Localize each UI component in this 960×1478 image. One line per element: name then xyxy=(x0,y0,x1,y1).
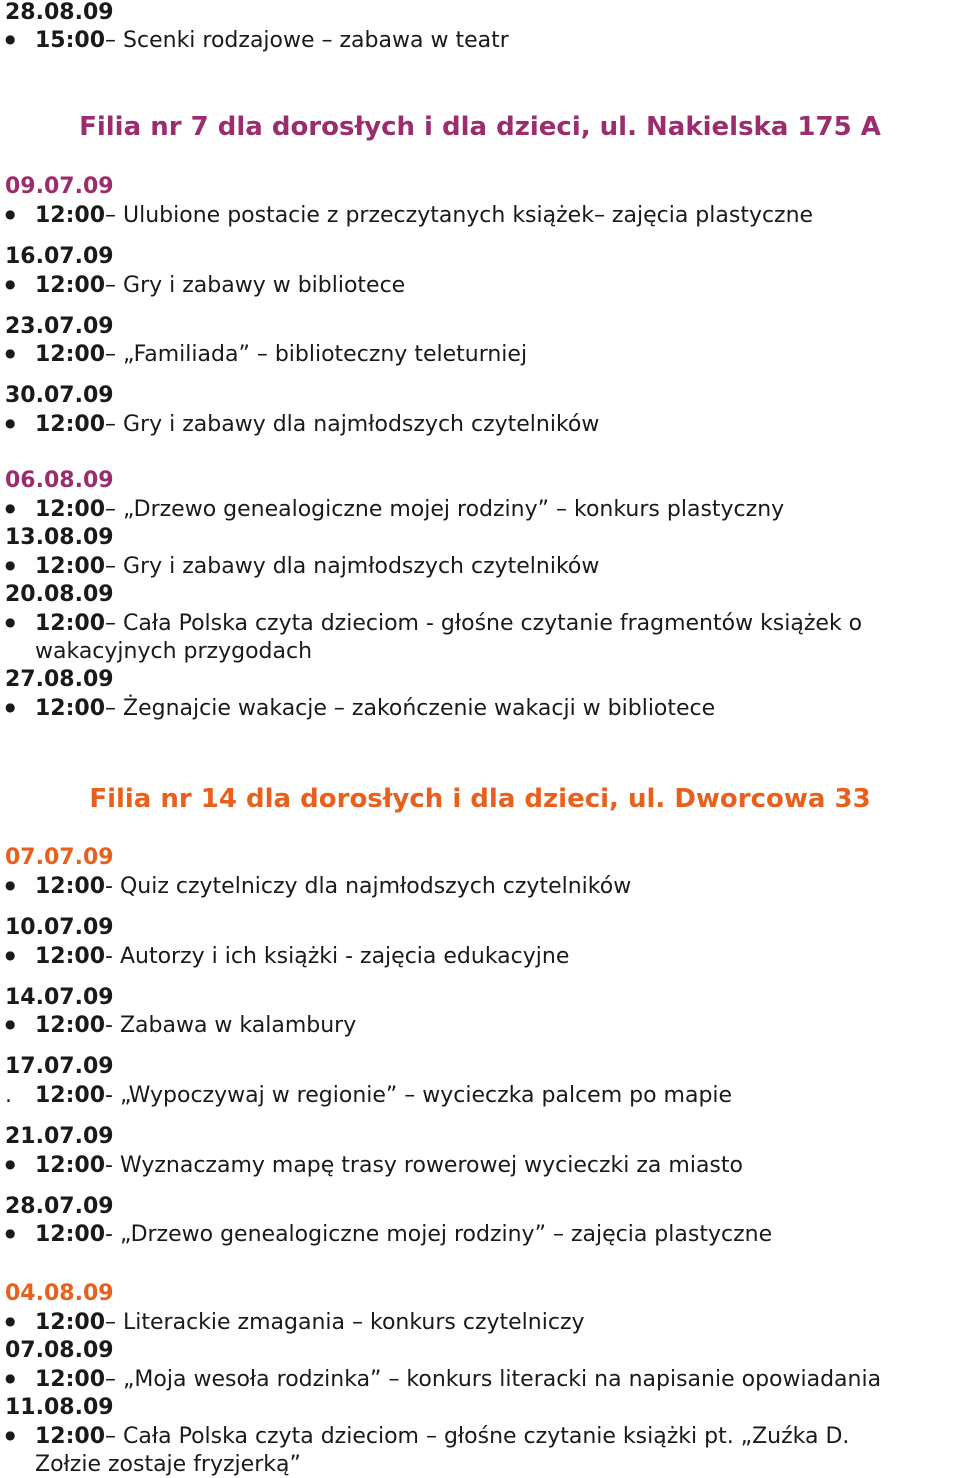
event-time: 12:00 xyxy=(35,1013,106,1038)
event-time: 12:00 xyxy=(35,874,106,899)
date-label: 13.08.09 xyxy=(5,525,114,550)
event-item xyxy=(0,613,862,635)
bullet-icon: ● xyxy=(5,878,16,892)
bullet-icon: ● xyxy=(5,1371,16,1385)
event-item xyxy=(0,275,405,297)
event-item xyxy=(0,205,813,227)
event-text-continuation: wakacyjnych przygodach xyxy=(35,639,313,664)
event-time: 12:00 xyxy=(35,554,106,579)
date-label: 27.08.09 xyxy=(5,667,114,692)
date-label: 04.08.09 xyxy=(5,1281,114,1306)
event-text: - Wyznaczamy mapę trasy rowerowej wycieczki za miasto xyxy=(105,1153,743,1178)
bullet-icon: ● xyxy=(5,207,16,221)
event-item xyxy=(0,698,715,720)
event-text: - „Drzewo genealogiczne mojej rodziny” – zajęcia plastyczne xyxy=(105,1222,773,1247)
date-label: 23.07.09 xyxy=(5,314,114,339)
event-text: – Cała Polska czyta dzieciom – głośne czytanie książki pt. „Zuźka D. xyxy=(105,1424,850,1449)
bullet-icon: ● xyxy=(5,948,16,962)
date-label: 14.07.09 xyxy=(5,985,114,1010)
bullet-icon: ● xyxy=(5,1226,16,1240)
event-text: – Gry i zabawy dla najmłodszych czytelników xyxy=(105,554,600,579)
bullet-icon: ● xyxy=(5,277,16,291)
event-item xyxy=(0,556,599,578)
event-time: 12:00 xyxy=(35,696,106,721)
event-time: 12:00 xyxy=(35,1222,106,1247)
date-label: 09.07.09 xyxy=(5,174,114,199)
date-label: 07.08.09 xyxy=(5,1338,114,1363)
event-text: – „Familiada” – biblioteczny teleturniej xyxy=(105,342,528,367)
event-item xyxy=(0,1224,772,1246)
bullet-icon: ● xyxy=(5,700,16,714)
bullet-icon: ● xyxy=(5,346,16,360)
event-time: 12:00 xyxy=(35,1310,106,1335)
event-time: 12:00 xyxy=(35,497,106,522)
event-item xyxy=(0,1085,732,1107)
event-text: – Żegnajcie wakacje – zakończenie wakacji w bibliotece xyxy=(105,696,716,721)
event-text: - Zabawa w kalambury xyxy=(105,1013,357,1038)
date-label: 06.08.09 xyxy=(5,468,114,493)
event-time: 12:00 xyxy=(35,611,106,636)
bullet-icon: ● xyxy=(5,501,16,515)
event-text: – Cała Polska czyta dzieciom - głośne czytanie fragmentów książek o xyxy=(105,611,863,636)
event-item xyxy=(0,1369,881,1391)
bullet-icon: ● xyxy=(5,416,16,430)
event-time: 12:00 xyxy=(35,342,106,367)
date-label: 07.07.09 xyxy=(5,845,114,870)
bullet-icon: ● xyxy=(5,558,16,572)
bullet-icon: ● xyxy=(5,32,16,46)
date-label: 10.07.09 xyxy=(5,915,114,940)
event-text: – Ulubione postacie z przeczytanych książek– zajęcia plastyczne xyxy=(105,203,814,228)
bullet-icon: ● xyxy=(5,615,16,629)
event-item xyxy=(0,499,784,521)
bullet-icon: ● xyxy=(5,1314,16,1328)
event-item xyxy=(0,1015,356,1037)
event-item xyxy=(0,344,527,366)
date-label: 30.07.09 xyxy=(5,383,114,408)
event-time: 12:00 xyxy=(35,1367,106,1392)
event-text: – Gry i zabawy w bibliotece xyxy=(105,273,406,298)
date-label: 11.08.09 xyxy=(5,1395,114,1420)
bullet-icon: ● xyxy=(5,1428,16,1442)
event-item xyxy=(0,1312,585,1334)
event-time: 12:00 xyxy=(35,203,106,228)
period-marker: . xyxy=(5,1083,12,1108)
event-text: – „Drzewo genealogiczne mojej rodziny” – konkurs plastyczny xyxy=(105,497,785,522)
event-text: – Literackie zmagania – konkurs czytelniczy xyxy=(105,1310,585,1335)
event-item xyxy=(0,876,631,898)
event-text: - „Wypoczywaj w regionie” – wycieczka palcem po mapie xyxy=(105,1083,733,1108)
bullet-icon: ● xyxy=(5,1157,16,1171)
date-label: 20.08.09 xyxy=(5,582,114,607)
date-label: 28.08.09 xyxy=(5,0,114,25)
date-label: 16.07.09 xyxy=(5,244,114,269)
event-text-continuation: Zołzie zostaje fryzjerką” xyxy=(35,1452,301,1477)
event-time: 12:00 xyxy=(35,1424,106,1449)
section-heading-filia-7: Filia nr 7 dla dorosłych i dla dzieci, ul. Nakielska 175 A xyxy=(79,112,881,142)
event-time: 12:00 xyxy=(35,273,106,298)
event-time: 12:00 xyxy=(35,1153,106,1178)
event-text: – Scenki rodzajowe – zabawa w teatr xyxy=(105,28,509,53)
event-item xyxy=(0,946,569,968)
event-text: – Gry i zabawy dla najmłodszych czytelników xyxy=(105,412,600,437)
event-time: 12:00 xyxy=(35,1083,106,1108)
event-item xyxy=(0,414,599,436)
event-item xyxy=(0,1155,743,1177)
event-time: 15:00 xyxy=(35,28,106,53)
event-text: – „Moja wesoła rodzinka” – konkurs literacki na napisanie opowiadania xyxy=(105,1367,882,1392)
date-label: 17.07.09 xyxy=(5,1054,114,1079)
section-heading-filia-14: Filia nr 14 dla dorosłych i dla dzieci, ul. Dworcowa 33 xyxy=(89,784,871,814)
bullet-icon: ● xyxy=(5,1017,16,1031)
event-item xyxy=(0,30,509,52)
date-label: 28.07.09 xyxy=(5,1194,114,1219)
event-item xyxy=(0,1426,849,1448)
date-label: 21.07.09 xyxy=(5,1124,114,1149)
event-text: - Quiz czytelniczy dla najmłodszych czytelników xyxy=(105,874,632,899)
event-time: 12:00 xyxy=(35,944,106,969)
event-time: 12:00 xyxy=(35,412,106,437)
event-text: - Autorzy i ich książki - zajęcia edukacyjne xyxy=(105,944,570,969)
